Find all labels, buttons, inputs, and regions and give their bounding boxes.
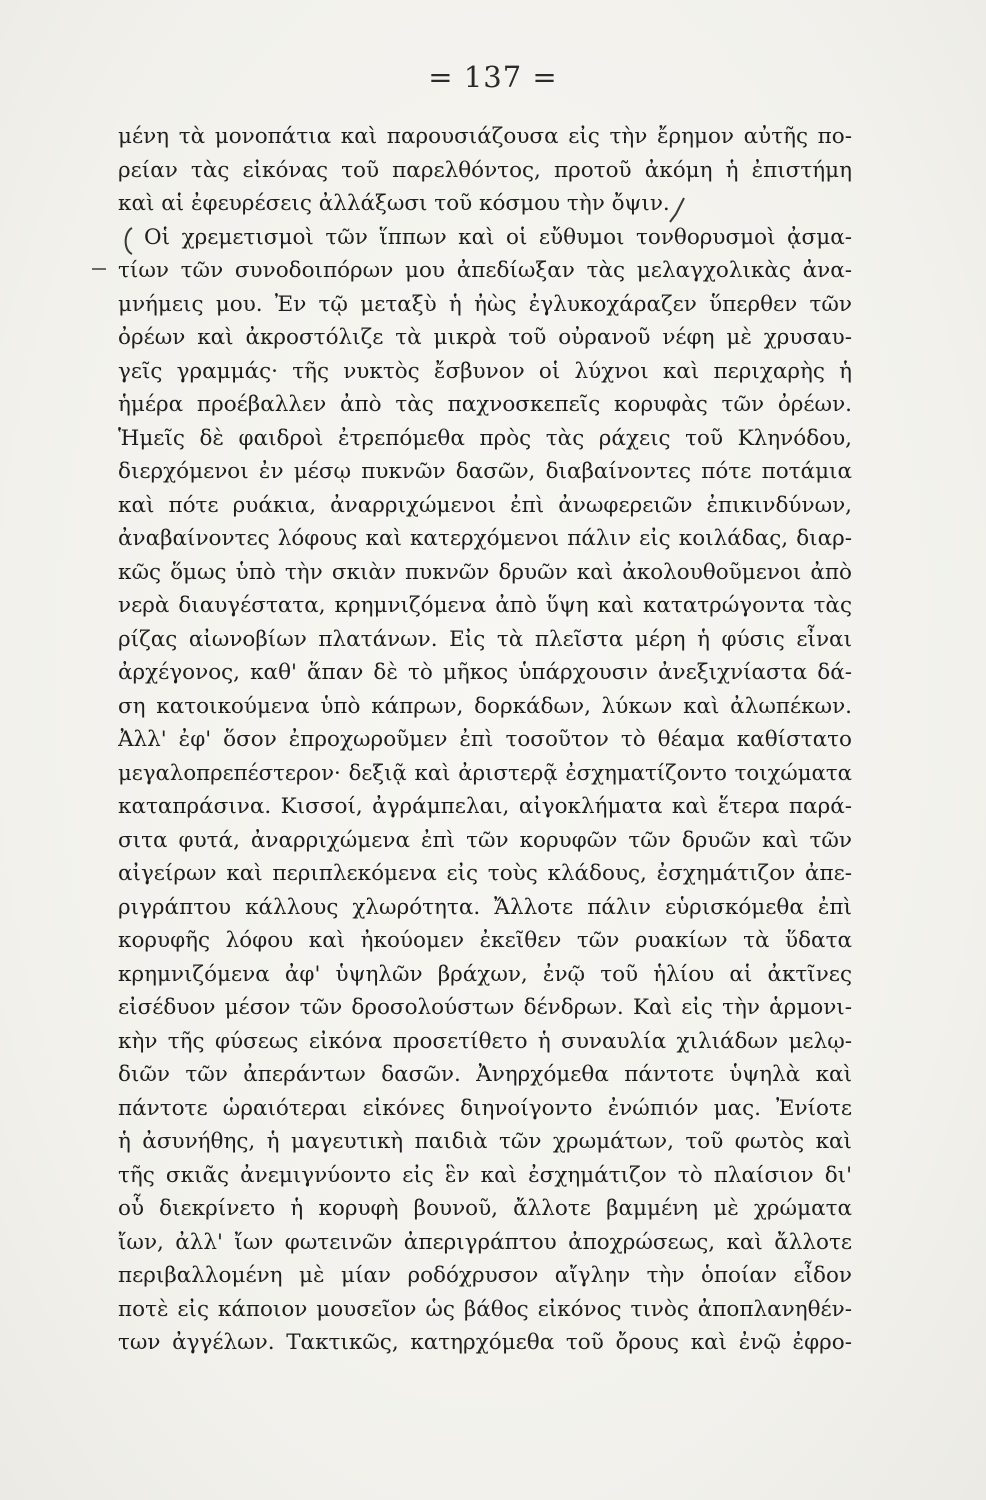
text-line: καὶ αἱ ἐφευρέσεις ἀλλάξωσι τοῦ κόσμου τὴν ὄψιν.	[118, 191, 670, 216]
text-line: μνήμεις μου. Ἐν τῷ μεταξὺ ἡ ἠὼς ἐγλυκοχάραζεν ὕπερθεν τῶν	[118, 291, 852, 317]
text-line: γεῖς γραμμάς· τῆς νυκτὸς ἔσβυνον οἱ λύχνοι καὶ περιχαρὴς ἡ	[118, 358, 852, 384]
text-line: διῶν τῶν ἀπεράντων δασῶν. Ἀνηρχόμεθα πάντοτε ὑψηλὰ καὶ	[118, 1062, 852, 1087]
text-line: ὀρέων καὶ ἀκροστόλιζε τὰ μικρὰ τοῦ οὐρανοῦ νέφη μὲ χρυσαυ-	[118, 325, 852, 350]
text-line: τίων τῶν συνοδοιπόρων μου ἀπεδίωξαν τὰς μελαγχολικὰς ἀνα-	[118, 258, 852, 283]
text-line: ἡ ἀσυνήθης, ἡ μαγευτικὴ παιδιὰ τῶν χρωμάτων, τοῦ φωτὸς καὶ	[118, 1129, 852, 1154]
text-line: ἀναβαίνοντες λόφους καὶ κατερχόμενοι πάλιν εἰς κοιλάδας, διαρ-	[118, 526, 852, 551]
text-line: πάντοτε ὡραιότεραι εἰκόνες διηνοίγοντο ἐνώπιόν μας. Ἐνίοτε	[118, 1095, 852, 1121]
text-line: Οἱ χρεμετισμοὶ τῶν ἵππων καὶ οἱ εὔθυμοι τονθορυσμοὶ ᾀσμα-	[144, 224, 852, 250]
text-line: σιτα φυτά, ἀναρριχώμενα ἐπὶ τῶν κορυφῶν τῶν δρυῶν καὶ τῶν	[118, 827, 852, 853]
text-line: καὶ πότε ρυάκια, ἀναρριχώμενοι ἐπὶ ἀνωφερειῶν ἐπικινδύνων,	[118, 492, 852, 518]
text-line: κορυφῆς λόφου καὶ ἠκούομεν ἐκεῖθεν τῶν ρυακίων τὰ ὕδατα	[118, 928, 852, 953]
text-line: ποτὲ εἰς κάποιον μουσεῖον ὡς βάθος εἰκόνος τινὸς ἀποπλανηθέν-	[118, 1296, 852, 1322]
text-line: ρείαν τὰς εἰκόνας τοῦ παρελθόντος, προτοῦ ἀκόμη ἡ ἐπιστήμη	[118, 157, 852, 183]
text-line: Ἀλλ' ἐφ' ὅσον ἐπροχωροῦμεν ἐπὶ τοσοῦτον τὸ θέαμα καθίστατο	[118, 727, 852, 752]
text-line: κὴν τῆς φύσεως εἰκόνα προσετίθετο ἡ συναυλία χιλιάδων μελῳ-	[118, 1028, 852, 1054]
text-line: ριγράπτου κάλλους χλωρότητα. Ἄλλοτε πάλιν εὑρισκόμεθα ἐπὶ	[118, 894, 852, 920]
text-line: ἀρχέγονος, καθ' ἅπαν δὲ τὸ μῆκος ὑπάρχουσιν ἀνεξιχνίαστα δά-	[118, 660, 852, 685]
text-line: των ἀγγέλων. Τακτικῶς, κατηρχόμεθα τοῦ ὄρους καὶ ἐνῷ ἐφρο-	[118, 1330, 852, 1355]
text-line: μεγαλοπρεπέστερον· δεξιᾷ καὶ ἀριστερᾷ ἐσχηματίζοντο τοιχώματα	[118, 760, 852, 786]
text-line: ἡμέρα προέβαλλεν ἀπὸ τὰς παχνοσκεπεῖς κορυφὰς τῶν ὀρέων.	[118, 392, 852, 417]
text-line: νερὰ διαυγέστατα, κρημνιζόμενα ἀπὸ ὕψη καὶ κατατρώγοντα τὰς	[118, 593, 852, 618]
body-text	[118, 120, 852, 1360]
text-line: κῶς ὅμως ὑπὸ τὴν σκιὰν πυκνῶν δρυῶν καὶ ἀκολουθοῦμενοι ἀπὸ	[118, 559, 852, 585]
text-line: τῆς σκιᾶς ἀνεμιγνύοντο εἰς ἓν καὶ ἐσχημάτιζον τὸ πλαίσιον δι'	[118, 1162, 852, 1188]
text-line: αἰγείρων καὶ περιπλεκόμενα εἰς τοὺς κλάδους, ἐσχημάτιζον ἀπε-	[118, 861, 852, 886]
text-line: εἰσέδυον μέσον τῶν δροσολούστων δένδρων. Καὶ εἰς τὴν ἁρμονι-	[118, 995, 852, 1020]
text-line: κρημνιζόμενα ἀφ' ὑψηλῶν βράχων, ἐνῷ τοῦ ἡλίου αἱ ἀκτῖνες	[118, 961, 852, 987]
text-line: ση κατοικούμενα ὑπὸ κάπρων, δορκάδων, λύκων καὶ ἀλωπέκων.	[118, 693, 852, 719]
text-line: ἴων, ἀλλ' ἴων φωτεινῶν ἀπεριγράπτου ἀποχρώσεως, καὶ ἄλλοτε	[118, 1229, 852, 1255]
text-line: Ἡμεῖς δὲ φαιδροὶ ἐτρεπόμεθα πρὸς τὰς ράχεις τοῦ Κληνόδου,	[118, 425, 852, 451]
page-number: = 137 =	[428, 60, 558, 94]
text-line: οὗ διεκρίνετο ἡ κορυφὴ βουνοῦ, ἄλλοτε βαμμένη μὲ χρώματα	[118, 1196, 852, 1221]
text-line: καταπράσινα. Κισσοί, ἀγράμπελαι, αἰγοκλήματα καὶ ἕτερα παρά-	[118, 794, 852, 819]
text-line: περιβαλλομένη μὲ μίαν ροδόχρυσον αἴγλην τὴν ὁποίαν εἶδον	[118, 1263, 852, 1288]
text-line: μένη τὰ μονοπάτια καὶ παρουσιάζουσα εἰς τὴν ἔρημον αὐτῆς πο-	[118, 124, 852, 149]
margin-pencil-mark	[92, 268, 106, 270]
text-line: ρίζας αἰωνοβίων πλατάνων. Εἰς τὰ πλεῖστα μέρη ἡ φύσις εἶναι	[118, 626, 852, 652]
text-line: διερχόμενοι ἐν μέσῳ πυκνῶν δασῶν, διαβαίνοντες πότε ποτάμια	[118, 459, 852, 484]
